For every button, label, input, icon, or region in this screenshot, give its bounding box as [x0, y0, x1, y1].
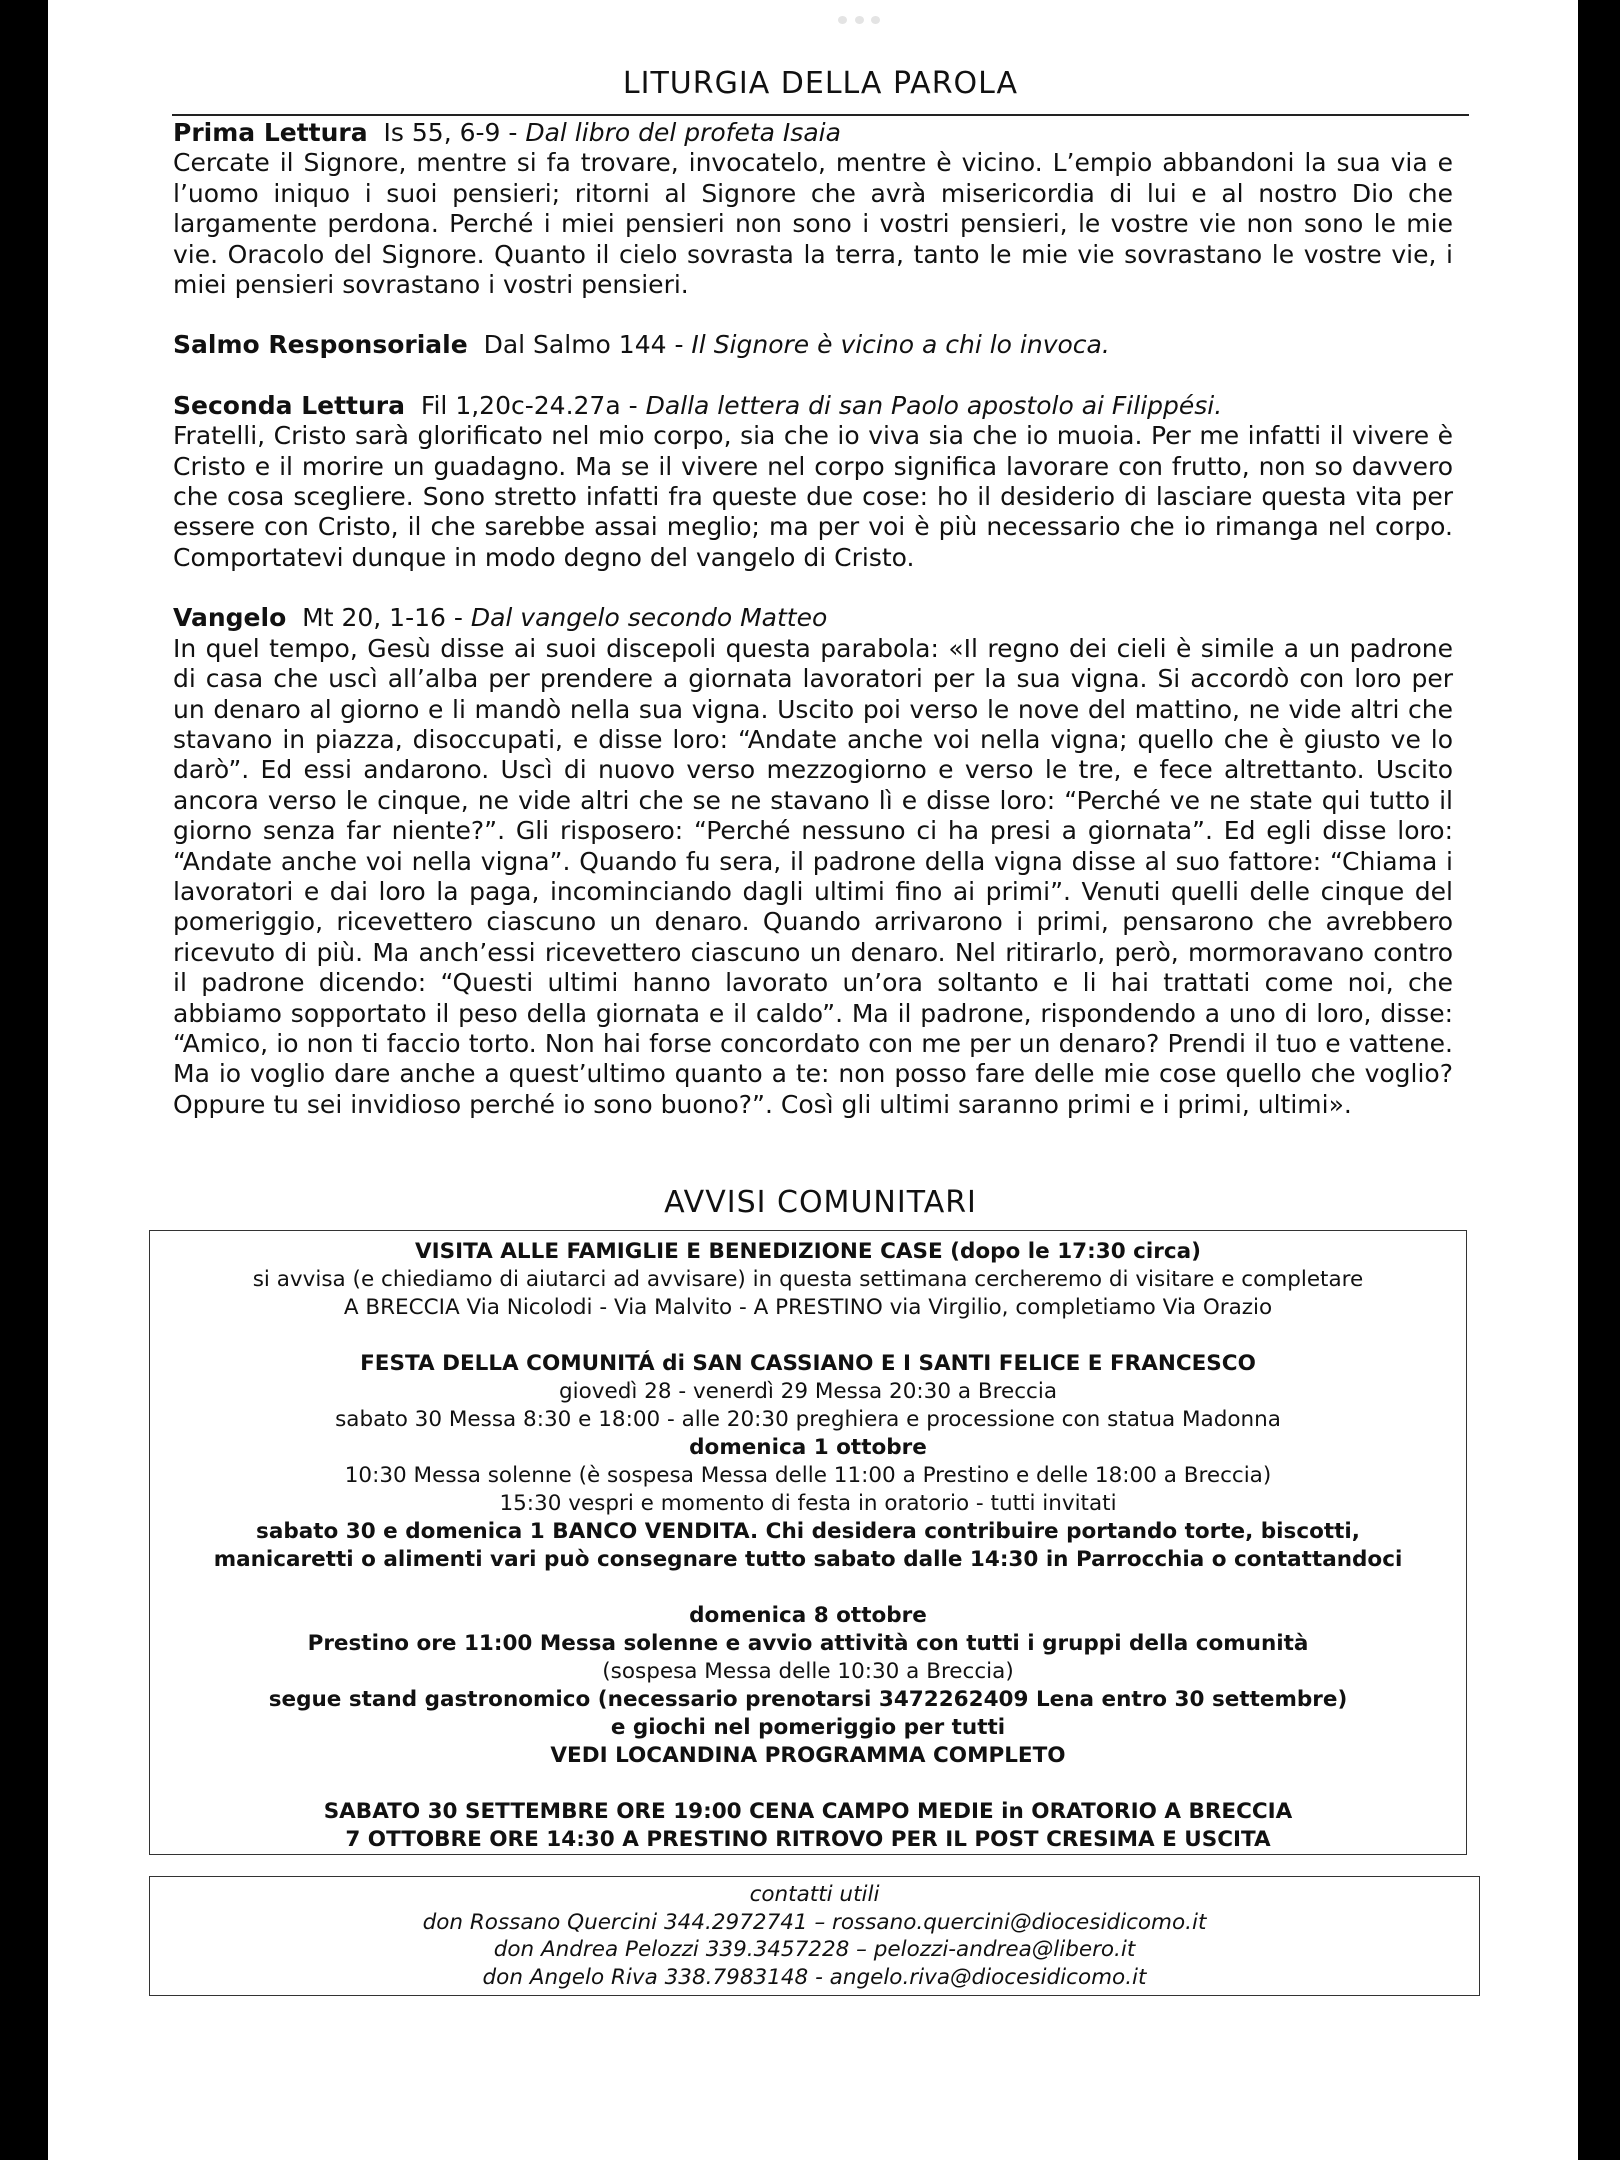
drag-handle-icon[interactable] — [838, 16, 880, 24]
handle-dot — [871, 16, 880, 24]
bulletin-page — [48, 0, 1578, 2160]
notice-line: e giochi nel pomeriggio per tutti — [610, 1715, 1006, 1740]
liturgy-title: LITURGIA DELLA PAROLA — [622, 66, 1019, 101]
contact-line: don Angelo Riva 338.7983148 - angelo.riva@diocesidicomo.it — [482, 1964, 1147, 1990]
notice-line: SABATO 30 SETTEMBRE ORE 19:00 CENA CAMPO MEDIE in ORATORIO A BRECCIA — [323, 1799, 1293, 1824]
notice-line: 10:30 Messa solenne (è sospesa Messa delle 11:00 a Prestino e delle 18:00 a Breccia) — [344, 1463, 1272, 1488]
notice-line: FESTA DELLA COMUNITÁ di SAN CASSIANO E I SANTI FELICE E FRANCESCO — [360, 1351, 1256, 1376]
notice-line: VISITA ALLE FAMIGLIE E BENEDIZIONE CASE (dopo le 17:30 circa) — [415, 1239, 1201, 1264]
reading-second — [173, 391, 1453, 573]
reading-text: In quel tempo, Gesù disse ai suoi discepoli questa parabola: «Il regno dei cieli è simile a un padrone di casa che uscì all’alba per prendere a giornata lavoratori per la sua vigna. Si accordò con loro per un denaro al giorno e li mandò nella sua vigna. Uscito poi verso le nove del mattino, ne vide altri che stavano in piazza, disoccupati, e disse loro: “Andate anche voi nella vigna; quello che è giusto ve lo darò”. Ed essi andarono. Uscì di nuovo verso mezzogiorno e verso le tre, e fece altrettanto. Uscito ancora verso le cinque, ne vide altri che se ne stavano lì e disse loro: “Perché ve ne state qui tutto il giorno senza far niente?”. Gli risposero: “Perché nessuno ci ha presi a giornata”. Ed egli disse loro: “Andate anche voi nella vigna”. Quando fu sera, il padrone della vigna disse al suo fattore: “Chiama i lavoratori e dai loro la paga, incominciando dagli ultimi fino ai primi”. Venuti quelli delle cinque del pomeriggio, ricevettero ciascuno un denaro. Quando arrivarono i primi, pensarono che avrebbero ricevuto di più. Ma anch’essi ricevettero ciascuno un denaro. Nel ritirarlo, però, mormoravano contro il padrone dicendo: “Questi ultimi hanno lavorato un’ora soltanto e li hai trattati come noi, che abbiamo sopportato il peso della giornata e il caldo”. Ma il padrone, rispondendo a uno di loro, disse: “Amico, io non ti faccio torto. Non hai forse concordato con me per un denaro? Prendi il tuo e vattene. Ma io voglio dare anche a quest’ultimo quanto a te: non posso fare delle mie cose quello che voglio? Oppure tu sei invidioso perché io sono buono?”. Così gli ultimi saranno primi e i primi, ultimi». — [173, 633, 1453, 1119]
reading-header — [173, 391, 1453, 421]
reading-source: Dal vangelo secondo Matteo — [470, 603, 828, 633]
reading-ref: Fil 1,20c-24.27a - — [420, 390, 646, 420]
reading-header — [173, 330, 1453, 360]
reading-first — [173, 118, 1453, 300]
contacts-box — [149, 1876, 1480, 1996]
reading-text: Fratelli, Cristo sarà glorificato nel mio corpo, sia che io viva sia che io muoia. Per me infatti il vivere è Cristo e il morire un guadagno. Ma se il vivere nel corpo significa lavorare con frutto, non so davvero che cosa scegliere. Sono stretto infatti fra queste due cose: ho il desiderio di lasciare questa vita per essere con Cristo, il che sarebbe assai meglio; ma per voi è più necessario che io rimanga nel corpo. Comportatevi dunque in modo degno del vangelo di Cristo. — [173, 421, 1453, 572]
handle-dot — [838, 16, 847, 24]
handle-dot — [855, 16, 864, 24]
reading-source: Il Signore è vicino a chi lo invoca. — [691, 330, 1110, 360]
reading-label: Seconda Lettura — [173, 390, 406, 420]
notice-line: A BRECCIA Via Nicolodi - Via Malvito - A PRESTINO via Virgilio, completiamo Via Orazio — [343, 1295, 1273, 1320]
notice-line: (sospesa Messa delle 10:30 a Breccia) — [602, 1659, 1014, 1684]
reading-source: Dalla lettera di san Paolo apostolo ai Filippési. — [645, 390, 1223, 420]
notice-spacer — [154, 1574, 1462, 1602]
reading-header — [173, 118, 1453, 148]
reading-ref: Dal Salmo 144 - — [483, 330, 692, 360]
notice-line: 15:30 vespri e momento di festa in oratorio - tutti invitati — [499, 1491, 1117, 1516]
notices-title: AVVISI COMUNITARI — [664, 1185, 977, 1220]
notices-box — [149, 1230, 1467, 1855]
notice-line: sabato 30 e domenica 1 BANCO VENDITA. Chi desidera contribuire portando torte, biscotti, — [256, 1519, 1360, 1544]
notice-line: Prestino ore 11:00 Messa solenne e avvio attività con tutti i gruppi della comunità — [307, 1631, 1309, 1656]
notice-line: si avvisa (e chiediamo di aiutarci ad avvisare) in questa settimana cercheremo di visitare e completare — [252, 1267, 1364, 1292]
notice-line: domenica 1 ottobre — [689, 1435, 927, 1460]
reading-gospel — [173, 603, 1453, 1120]
title-divider — [172, 114, 1469, 116]
contact-line: don Andrea Pelozzi 339.3457228 – pelozzi-andrea@libero.it — [493, 1937, 1136, 1962]
notice-line: 7 OTTOBRE ORE 14:30 A PRESTINO RITROVO PER IL POST CRESIMA E USCITA — [345, 1827, 1271, 1852]
reading-header — [173, 603, 1453, 633]
reading-text: Cercate il Signore, mentre si fa trovare, invocatelo, mentre è vicino. L’empio abbandoni la sua via e l’uomo iniquo i suoi pensieri; ritorni al Signore che avrà misericordia di lui e al nostro Dio che largamente perdona. Perché i miei pensieri non sono i vostri pensieri, le vostre vie non sono le mie vie. Oracolo del Signore. Quanto il cielo sovrasta la terra, tanto le mie vie sovrastano le vostre vie, i miei pensieri sovrastano i vostri pensieri. — [173, 148, 1453, 300]
notice-line: VEDI LOCANDINA PROGRAMMA COMPLETO — [550, 1743, 1066, 1768]
contacts-title: contatti utili — [749, 1882, 880, 1907]
notice-spacer — [154, 1322, 1462, 1350]
notice-line: domenica 8 ottobre — [689, 1603, 927, 1628]
reading-psalm — [173, 330, 1453, 360]
notice-line: manicaretti o alimenti vari può consegnare tutto sabato dalle 14:30 in Parrocchia o contattandoci — [213, 1547, 1403, 1572]
reading-label: Salmo Responsoriale — [173, 330, 468, 360]
reading-label: Prima Lettura — [173, 118, 368, 147]
liturgy-section — [173, 118, 1453, 1120]
notice-spacer — [154, 1770, 1462, 1798]
reading-label: Vangelo — [173, 603, 287, 633]
notice-line: segue stand gastronomico (necessario prenotarsi 3472262409 Lena entro 30 settembre) — [268, 1687, 1348, 1712]
reading-source: Dal libro del profeta Isaia — [525, 118, 841, 147]
notice-line: giovedì 28 - venerdì 29 Messa 20:30 a Breccia — [558, 1379, 1057, 1404]
notice-line: sabato 30 Messa 8:30 e 18:00 - alle 20:30 preghiera e processione con statua Madonna — [335, 1407, 1281, 1432]
reading-ref: Mt 20, 1-16 - — [302, 603, 471, 633]
reading-ref: Is 55, 6-9 - — [383, 118, 526, 147]
contact-line: don Rossano Quercini 344.2972741 – rossano.quercini@diocesidicomo.it — [422, 1909, 1207, 1935]
